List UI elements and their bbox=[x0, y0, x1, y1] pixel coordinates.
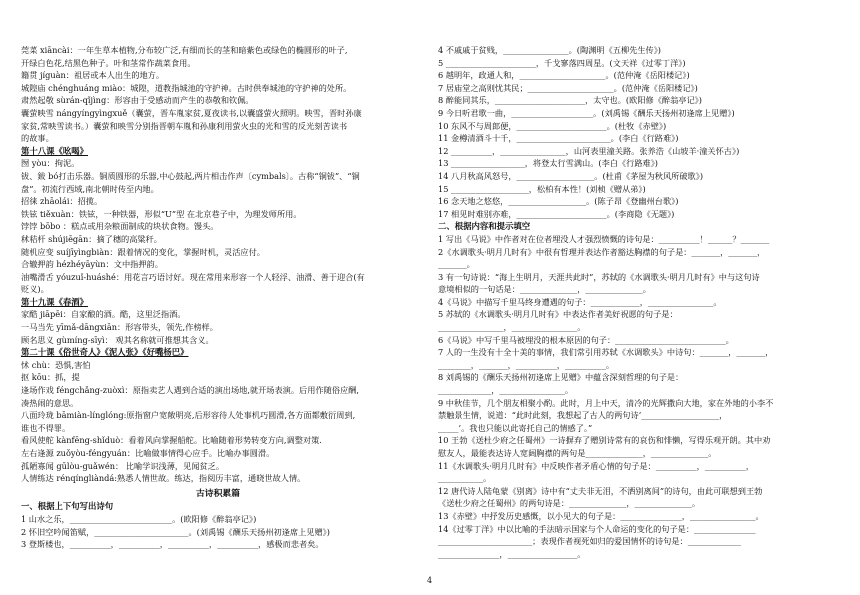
text-line: 17 相见时难别亦难，______________________。(李商隐《无题》) bbox=[438, 208, 675, 219]
text-line: ________，_______，__________，__________。 bbox=[438, 359, 615, 370]
text-line: 盘”。初流行西域,南北朝时传至内地。 bbox=[21, 183, 159, 194]
text-line: 家贫,常映雪读书。）囊萤和映雪分别指晋朝车胤和孙康利用萤火虫的光和雪的反光刻苦读书 bbox=[21, 120, 348, 131]
text-line: 11 金樽清酒斗十千，_______________________。(李白《行路难》) bbox=[438, 133, 679, 144]
text-line: 12 __________，________________，山河表里潼关路。张养浩《山坡羊·潼关怀古》) bbox=[438, 145, 740, 156]
text-line: 饽饽 bōbo ：糕点或用杂粮面制成的块状食物。馒头。 bbox=[21, 221, 219, 232]
text-line: 6《马说》中写千里马被埋没的根本原因的句子：___________________________。 bbox=[438, 334, 734, 345]
text-line: ___________。 bbox=[438, 473, 492, 484]
text-line: 顾名思义 gùmíng-sīyì： 观其名称就可推想其含义。 bbox=[21, 334, 214, 345]
text-line: 左右逢源 zuǒyòu-féngyuán：比喻做事情得心应手。比喻办事圆滑。 bbox=[21, 448, 275, 458]
text-line: 钹、鈸 bó打击乐器。铜质圆形的乐器,中心鼓起,两片相击作声〔cymbals〕。古称“铜钹”、“铜 bbox=[21, 170, 360, 181]
text-line: _______________________；表现作者视死如归的爱国情怀的诗句是：_____________ bbox=[438, 536, 741, 547]
right-column bbox=[438, 44, 840, 560]
text-line: 12 唐代诗人陆龟蒙《别离》诗中有“丈夫非无泪，不洒别离间”的诗句，由此可联想到王勃 bbox=[438, 485, 763, 496]
text-line: 11《水调歌头·明月几时有》中反映作者矛盾心情的句子是：__________，__________， bbox=[438, 460, 754, 471]
text-line: 1 写出《马说》中作者对在位者埋没人才强烈愤慨的诗句是：__________！______？_______ bbox=[438, 233, 770, 244]
text-line: 5 苏轼的《水调歌头·明月几时有》中表达作者美好祝愿的句子是： bbox=[438, 309, 678, 320]
text-line: 秫秸杆 shújiēgān：摘了穗的高粱秆。 bbox=[21, 233, 162, 244]
text-line: 铁铉 tiěxuàn：铁铉，一种铁器，形似“U”型 在北京巷子中，为理发师所用。 bbox=[21, 208, 302, 219]
text-line: 随机应变 suíjīyìngbiàn：跟着情况的变化，掌握时机，灵活应付。 bbox=[21, 246, 265, 257]
text-line: 招徕 zhāolái：招揽。 bbox=[21, 196, 103, 207]
text-line: 14 八月秋高风怒号，___________________。(杜甫《茅屋为秋风所破歌》) bbox=[438, 170, 704, 181]
text-line: 意境相似的一句话是：______________，______________。 bbox=[438, 284, 651, 295]
text-line: 慰友人，最能表达诗人宽阔胸襟的两句是______________，______________。 bbox=[438, 448, 717, 458]
lesson-heading: 第十八课《吆喝》 bbox=[21, 145, 88, 156]
text-line: 家酷 jiāpēi：自家酿的酒。酷，这里泛指酒。 bbox=[21, 309, 186, 320]
text-line: 贬义)。 bbox=[21, 284, 49, 295]
text-line: 9 中秋佳节，几个朋友相聚小酌。此时，月上中天，清冷的光辉撒向大地，家在外地的小李不 bbox=[438, 397, 774, 408]
text-line: 7 居庙堂之高则忧其民；_____________________。(范仲淹《岳阳楼记》) bbox=[438, 82, 698, 93]
text-line: 10 东风不与周郎便，______________________。(杜牧《赤壁》) bbox=[438, 120, 667, 131]
text-line: 人情练达 rénqíngliàndá:熟悉人情世故。练达，指阅历丰富，通晓世故人情。 bbox=[21, 473, 306, 484]
lesson-heading: 第十九课《春酒》 bbox=[21, 296, 88, 307]
text-line: 囊萤映雪 nángyíngyìngxuě（囊萤，晋车胤家贫,夏夜读书,以囊盛萤火照明。映雪，晋时孙康 bbox=[21, 107, 362, 118]
text-line: 的故事。 bbox=[21, 133, 54, 144]
text-line: 5 ______________________，千戈寥落四周星。(文天祥《过零丁洋》) bbox=[438, 57, 686, 68]
text-line: 2 怀旧空吟闻笛赋，_______________________。(刘禹锡《酬乐天扬州初逢席上见赠》) bbox=[21, 526, 330, 537]
text-line: _____________，________________。 bbox=[438, 385, 574, 396]
text-line: 4《马说》中描写千里马终身遭遇的句子：____________，________________。 bbox=[438, 296, 722, 307]
text-line: 10 王勃《送杜少府之任蜀州》一诗摒弃了赠别诗常有的哀伤和悱懒，写得乐观开朗。其中劝 bbox=[438, 435, 771, 446]
text-line: 禁触景生情，说道：“此时此刻，我想起了古人的两句诗‘___________________， bbox=[438, 410, 728, 421]
section-title: 古诗积累篇 bbox=[196, 488, 240, 499]
text-line: ________________，________________。 bbox=[438, 322, 586, 333]
text-line: 8 醉能同其乐，______________________，太守也。(欧阳修《醉翁亭记》) bbox=[438, 95, 702, 106]
text-line: 油嘴滑舌 yóuzuǐ-huáshé：用花言巧语讨好。现在常用来形容一个人轻浮、油滑、善于迎合(有 bbox=[21, 271, 365, 282]
subsection-heading: 一、根据上下句写出诗句 bbox=[21, 501, 114, 512]
text-line: 16 念天地之悠悠，___________________。(陈子昂《登幽州台歌》) bbox=[438, 196, 679, 207]
text-line: 14《过零丁洋》中以比喻的手法暗示国家与个人命运的变化的句子是：_______________ bbox=[438, 523, 756, 534]
text-line: 3 登斯楼也，__________，__________，__________，__________，感极而悲者矣。 bbox=[21, 539, 324, 550]
text-line: 3 有一句诗说：“海上生明月，天涯共此时”，苏轼的《水调歌头·明月几时有》中与这句诗 bbox=[438, 271, 760, 282]
text-line: 莞菜 xiāncài：一年生草本植物,分布较广泛,有细而长的茎和暗紫色或绿色的椭圆形的叶子, bbox=[21, 45, 348, 55]
text-line: 八面玲珑 bāmiàn-línglóng:原指窗户宽敞明亮,后形容待人处事机巧圆滑,各方面都敷衍周到, bbox=[21, 410, 356, 421]
text-line: 7 人的一生没有十全十美的事情，我们常引用苏轼《水调歌头》中诗句：_______，_______， bbox=[438, 347, 774, 358]
text-line: 怵 chù：恐惧,害怕 bbox=[21, 359, 91, 370]
text-line: 凑热闹的意思。 bbox=[21, 397, 79, 408]
text-line: 城隍庙 chénghuáng miào：城隍，道教指城池的守护神。古时供奉城池的守护神的处所。 bbox=[21, 82, 352, 93]
lesson-heading: 第二十课《俗世奇人》《泥人张》《好嘴杨巴》 bbox=[21, 347, 189, 358]
text-line: 看风使舵 kànfēng-shǐduò：看着风向掌握船舵。比喻随着形势转变方向,调整对策. bbox=[21, 435, 322, 446]
page-number: 4 bbox=[427, 576, 433, 585]
text-line: _______________，_________________。 bbox=[438, 548, 586, 559]
text-line: 6 越明年，政通人和，_____________________。(范仲淹《岳阳楼记》) bbox=[438, 70, 690, 81]
text-line: 4 不戚戚于贫贱，________________。(陶渊明《五柳先生传》) bbox=[438, 45, 661, 55]
text-line: 8 刘禹锡的《酬乐天扬州初逢席上见赠》中蕴含深刻哲理的句子是： bbox=[438, 372, 684, 383]
text-line: 肃然起敬 sùrán-qǐjìng：形容由于受感动而产生的恭敬和钦佩。 bbox=[21, 95, 254, 106]
text-line: 籍贯 jíguàn：祖居或本人出生的地方。 bbox=[21, 70, 165, 81]
text-line: 谁也不得罪。 bbox=[21, 422, 71, 433]
text-line: 一马当先 yīmǎ-dāngxiān：形容带头，领先,作榜样。 bbox=[21, 322, 218, 333]
text-line: 《送杜少府之任蜀州》的两句诗是：______________，______________。 bbox=[438, 498, 701, 509]
text-line: 13 __________________，将登太行雪满山。(李白《行路难》) bbox=[438, 158, 658, 169]
text-line: 抠 kōu：抓，提 bbox=[21, 372, 80, 383]
left-column bbox=[21, 44, 415, 551]
text-line: 囫 yòu：拘泥。 bbox=[21, 158, 80, 169]
text-line: 孤陋寡闻 gūlòu-guǎwén： 比喻学识浅薄，见闻贫乏。 bbox=[21, 460, 225, 471]
text-line: 13《赤壁》中抒发历史感慨，以小见大的句子是：_______________，________________。 bbox=[438, 510, 764, 521]
text-line: 开绿白色花,结黑色种子。叶和茎常作蔬菜食用。 bbox=[21, 57, 196, 68]
text-line: _____’。我也只能以此寄托自己的情感了。” bbox=[438, 422, 593, 433]
text-line: 1 山水之乐，_________________________。(欧阳修《醉翁亭记》) bbox=[21, 513, 257, 524]
text-line: 逢场作戏 féngchǎng-zuòxì：原指卖艺人遇到合适的演出场地,就开场表演。后用作随俗应酬, bbox=[21, 385, 359, 396]
text-line: 2《水调歌头·明月几时有》中很有哲理并表达作者豁达胸襟的句子是：_______，_______， bbox=[438, 246, 766, 257]
text-line: _______。 bbox=[438, 259, 475, 270]
text-line: 15 ___________________，松柏有本性！(刘桢《赠从弟》) bbox=[438, 183, 646, 194]
subsection-heading: 二、根据内容和提示填空 bbox=[438, 221, 531, 232]
text-line: 9 今日听君歌一曲，____________________。(刘禹锡《酬乐天扬州初逢席上见赠》) bbox=[438, 107, 735, 118]
text-line: 合辙押韵 hézhéyāyùn：文中指押韵。 bbox=[21, 259, 163, 270]
